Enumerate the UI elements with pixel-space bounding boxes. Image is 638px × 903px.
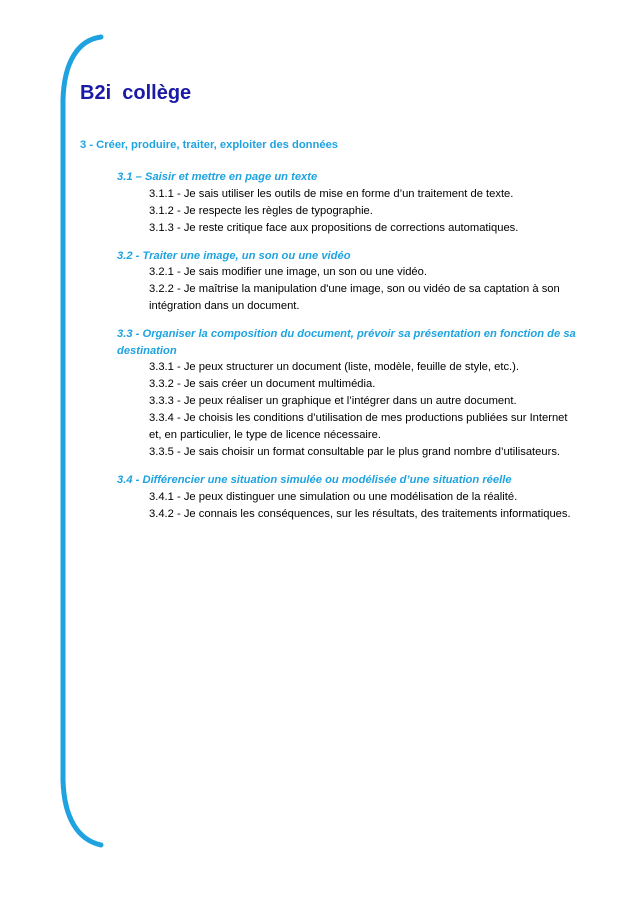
section-title: 3 - Créer, produire, traiter, exploiter des données — [80, 139, 339, 151]
competence-item: 3.2.1 - Je sais modifier une image, un son ou une vidéo. — [149, 266, 427, 278]
competence-item: 3.1.1 - Je sais utiliser les outils de mise en forme d’un traitement de texte. — [149, 187, 514, 200]
competence-list — [149, 186, 577, 237]
competence-item: 3.1.3 - Je reste critique face aux propositions de corrections automatiques. — [149, 221, 519, 234]
competence-item: 3.4.1 - Je peux distinguer une simulation ou une modélisation de la réalité. — [149, 490, 518, 503]
competence-list — [149, 489, 577, 523]
subsection-3-3 — [117, 326, 577, 461]
competence-item: 3.4.2 - Je connais les conséquences, sur les résultats, des traitements informatiques. — [149, 507, 571, 520]
subsections-list — [117, 169, 577, 534]
subsection-3-2 — [117, 248, 577, 316]
competence-item: 3.3.1 - Je peux structurer un document (liste, modèle, feuille de style, etc.). — [149, 361, 519, 373]
document-title: B2i collège — [80, 82, 192, 104]
competence-item: 3.3.4 - Je choisis les conditions d’utilisation de mes productions publiées sur Internet et, en particulier, le type de licence nécessaire. — [149, 412, 568, 441]
page-bracket-decoration — [0, 0, 110, 903]
subsection-title: 3.4 - Différencier une situation simulée ou modélisée d’une situation réelle — [117, 474, 512, 486]
competence-item: 3.3.5 - Je sais choisir un format consultable par le plus grand nombre d’utilisateurs. — [149, 446, 561, 458]
competence-item: 3.2.2 - Je maîtrise la manipulation d'une image, son ou vidéo de sa captation à son intégration dans un document. — [149, 283, 560, 312]
competence-list — [149, 264, 577, 315]
subsection-3-4 — [117, 472, 577, 523]
subsection-title: 3.3 - Organiser la composition du document, prévoir sa présentation en fonction de sa destination — [117, 328, 576, 357]
competence-list — [149, 359, 577, 461]
competence-item: 3.1.2 - Je respecte les règles de typographie. — [149, 204, 373, 217]
competence-item: 3.3.2 - Je sais créer un document multimédia. — [149, 378, 376, 390]
subsection-title: 3.2 - Traiter une image, un son ou une vidéo — [117, 249, 351, 262]
competence-item: 3.3.3 - Je peux réaliser un graphique et l’intégrer dans un autre document. — [149, 395, 517, 407]
subsection-title: 3.1 – Saisir et mettre en page un texte — [117, 171, 318, 183]
subsection-3-1 — [117, 169, 577, 237]
